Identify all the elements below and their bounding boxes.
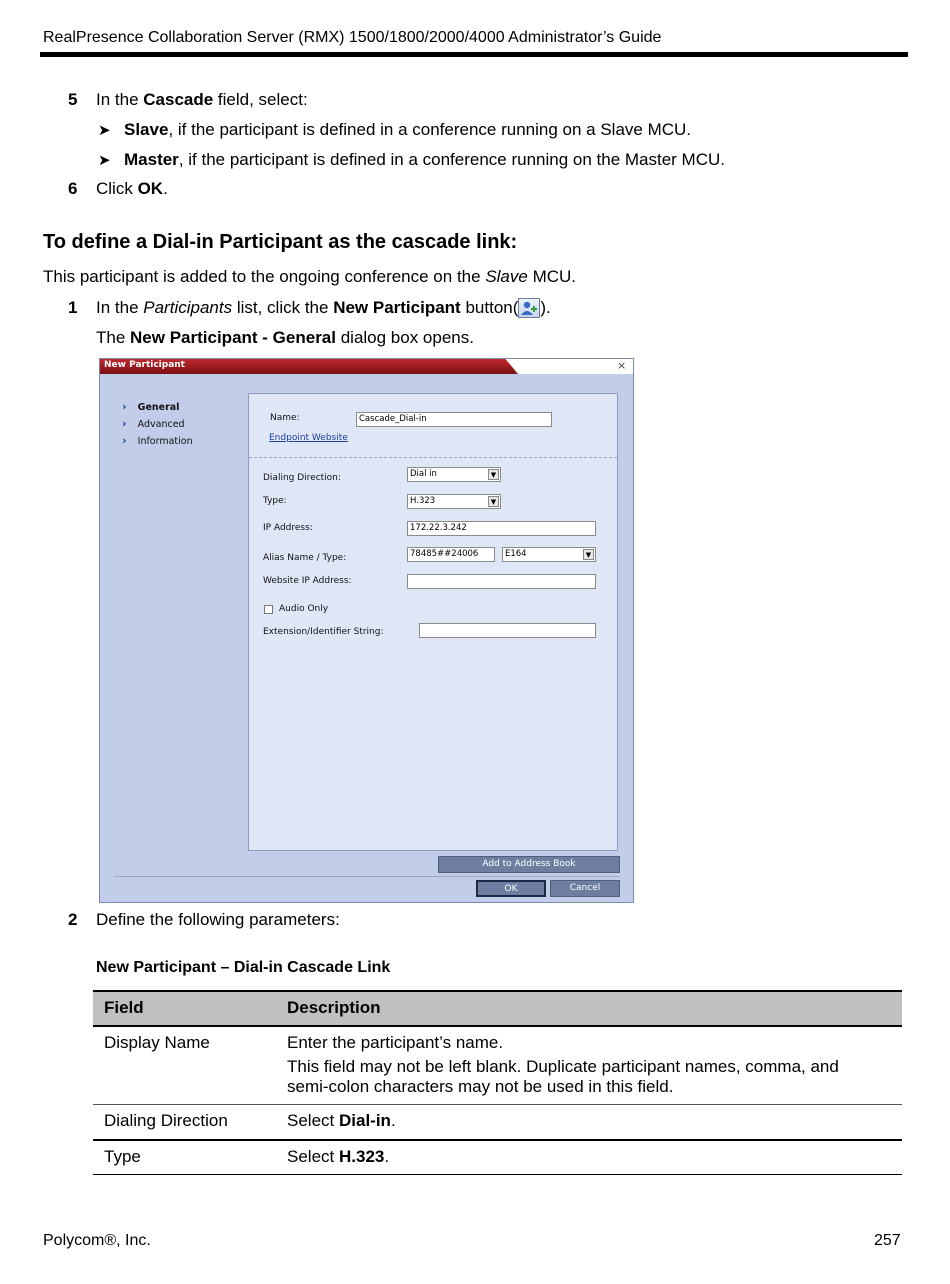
chevron-right-icon: › [122, 400, 127, 413]
nav-item-information[interactable] [122, 429, 193, 448]
close-icon[interactable]: × [617, 359, 627, 372]
dialing-direction-select[interactable] [407, 467, 501, 482]
table-header [93, 991, 902, 1025]
text: field, select: [213, 90, 308, 109]
header-rule [40, 52, 908, 57]
text: . [390, 1111, 396, 1130]
table-rule [93, 1104, 902, 1105]
website-ip-label: Website IP Address: [263, 576, 352, 586]
website-ip-input[interactable] [407, 574, 596, 589]
table-cell-description [287, 1147, 389, 1167]
text: In the [96, 90, 144, 109]
bold-text: OK [137, 179, 164, 198]
text: Select [287, 1111, 339, 1130]
table-cell-description: This field may not be left blank. Duplicate participant names, comma, and [287, 1057, 839, 1076]
table-header-description: Description [287, 998, 381, 1017]
new-participant-icon [518, 298, 540, 318]
text: Select [287, 1147, 339, 1166]
name-input[interactable]: Cascade_Dial-in [356, 412, 552, 427]
text: The [96, 328, 131, 347]
table-cell-description [287, 1111, 396, 1131]
nav-label: Information [137, 436, 193, 447]
table-cell-field: Type [104, 1147, 141, 1166]
chevron-down-icon: ▼ [583, 549, 594, 560]
bold-text: Dial-in [338, 1111, 391, 1130]
text: list, click the [232, 298, 334, 317]
separator [114, 876, 619, 877]
ok-button[interactable]: OK [476, 880, 546, 897]
new-participant-dialog [99, 358, 634, 903]
text: . [163, 179, 168, 198]
add-to-address-book-button[interactable]: Add to Address Book [438, 856, 620, 873]
document-header: RealPresence Collaboration Server (RMX) 1500/1800/2000/4000 Administrator’s Guide [43, 29, 662, 46]
table-caption: New Participant – Dial-in Cascade Link [96, 959, 391, 976]
chevron-down-icon: ▼ [488, 496, 499, 507]
bold-text: Cascade [143, 90, 214, 109]
chevron-right-icon: › [122, 434, 127, 447]
arrow-bullet-icon: ➤ [98, 122, 111, 139]
text: , if the participant is defined in a conference running on the Master MCU. [178, 150, 725, 169]
step-number: 2 [68, 910, 78, 929]
ip-address-label: IP Address: [263, 523, 313, 533]
table-cell-description: Enter the participant’s name. [287, 1033, 504, 1052]
table-rule [93, 1025, 902, 1027]
italic-text: Slave [485, 267, 528, 286]
bold-text: Master [124, 150, 179, 169]
text: ). [540, 298, 551, 317]
text: , if the participant is defined in a conference running on a Slave MCU. [168, 120, 692, 139]
table-cell-field: Display Name [104, 1033, 210, 1052]
alias-name-input[interactable]: 78485##24006 [407, 547, 495, 562]
footer-company: Polycom®, Inc. [43, 1232, 151, 1249]
italic-text: Participants [143, 298, 233, 317]
section-intro [43, 267, 576, 287]
nav-label: General [137, 402, 180, 413]
step-1 [68, 298, 77, 318]
section-heading: To define a Dial-in Participant as the cascade link: [43, 231, 518, 253]
bold-text: New Participant - General [130, 328, 336, 347]
chevron-down-icon: ▼ [488, 469, 499, 480]
table-header-field: Field [104, 998, 144, 1017]
select-value: Dial in [410, 469, 437, 479]
bold-text: New Participant [333, 298, 461, 317]
nav-label: Advanced [137, 419, 185, 430]
arrow-bullet-icon: ➤ [98, 152, 111, 169]
step-2 [68, 910, 77, 930]
select-value: E164 [505, 549, 527, 559]
bold-text: Slave [124, 120, 169, 139]
ip-address-input[interactable]: 172.22.3.242 [407, 521, 596, 536]
dialing-direction-label: Dialing Direction: [263, 473, 341, 483]
bullet-master [98, 150, 111, 170]
text: Click [96, 179, 138, 198]
bullet-slave-text [124, 120, 691, 140]
select-value: H.323 [410, 496, 436, 506]
step-1-text [96, 298, 551, 318]
text: dialog box opens. [335, 328, 474, 347]
table-rule [93, 990, 902, 992]
audio-only-label: Audio Only [279, 604, 329, 614]
endpoint-website-link[interactable]: Endpoint Website [269, 433, 348, 443]
step-number: 5 [68, 90, 78, 109]
general-panel [248, 393, 618, 851]
cancel-button[interactable]: Cancel [550, 880, 620, 897]
bullet-slave [98, 120, 111, 140]
name-label: Name: [270, 413, 300, 423]
alias-label: Alias Name / Type: [263, 553, 347, 563]
type-label: Type: [263, 496, 287, 506]
step-5 [68, 90, 77, 110]
step-number: 6 [68, 179, 78, 198]
table-rule [93, 1174, 902, 1175]
step-6-text [96, 179, 168, 199]
step-2-text: Define the following parameters: [96, 910, 340, 929]
alias-type-select[interactable] [502, 547, 596, 562]
text: . [384, 1147, 390, 1166]
extension-label: Extension/Identifier String: [263, 627, 384, 637]
bullet-master-text [124, 150, 725, 170]
bold-text: H.323 [338, 1147, 385, 1166]
step-5-text [96, 90, 308, 110]
text: This participant is added to the ongoing conference on the [43, 267, 486, 286]
text: In the [96, 298, 144, 317]
audio-only-checkbox[interactable] [264, 605, 273, 614]
step-number: 1 [68, 298, 78, 317]
text: button( [460, 298, 519, 317]
chevron-right-icon: › [122, 417, 127, 430]
footer-page-number: 257 [874, 1232, 901, 1249]
step-1-result [96, 328, 474, 348]
table-cell-description: semi-colon characters may not be used in this field. [287, 1077, 674, 1096]
separator [249, 457, 617, 458]
table-cell-field: Dialing Direction [104, 1111, 228, 1130]
step-6 [68, 179, 77, 199]
extension-input[interactable] [419, 623, 596, 638]
table-rule [93, 1139, 902, 1141]
dialog-title: New Participant [104, 360, 185, 370]
type-select[interactable] [407, 494, 501, 509]
text: MCU. [527, 267, 577, 286]
